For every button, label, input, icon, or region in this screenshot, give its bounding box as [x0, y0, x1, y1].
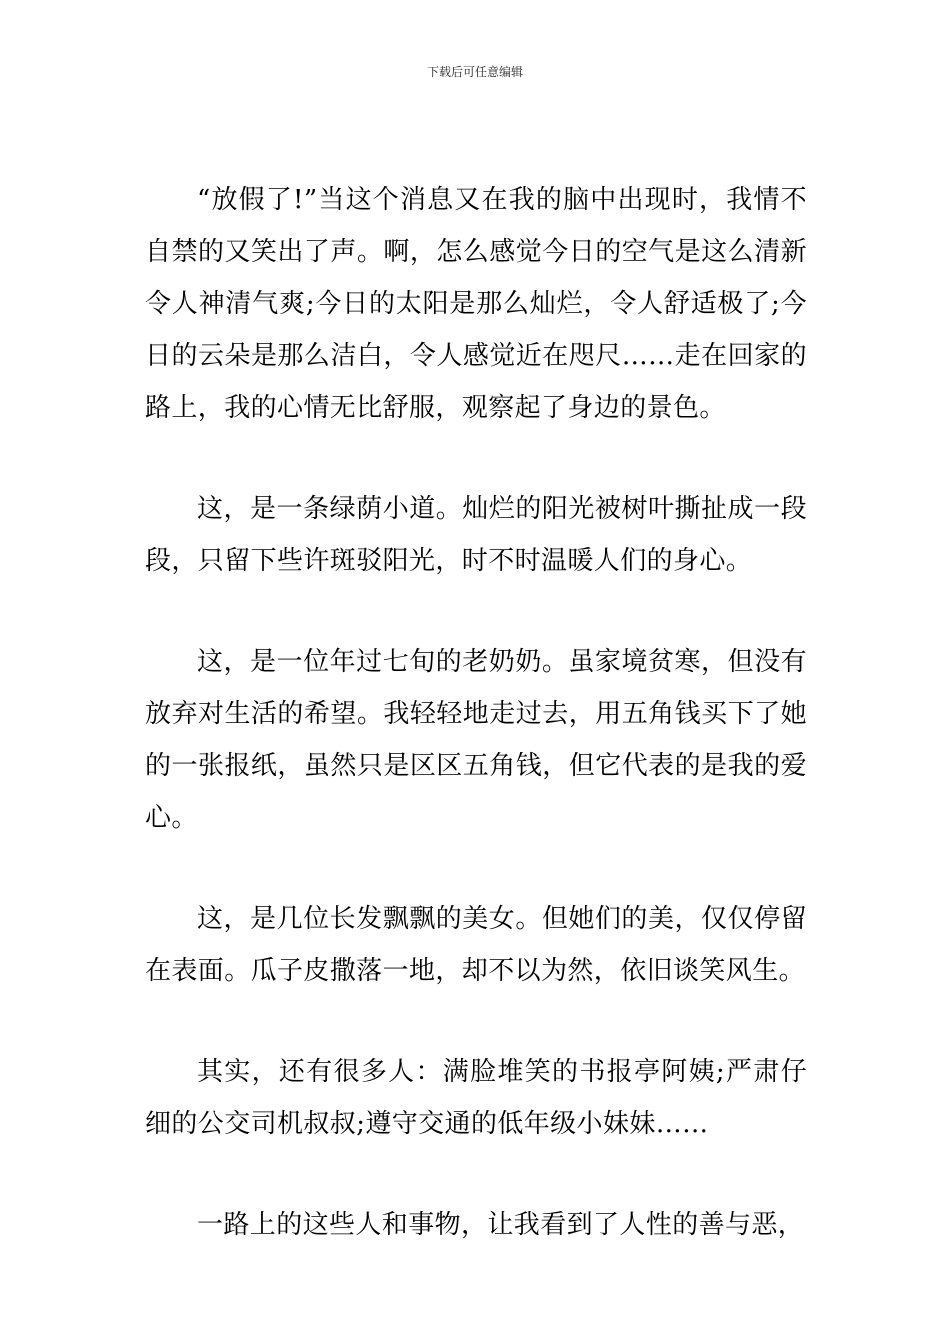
paragraph-3: 这，是一位年过七旬的老奶奶。虽家境贫寒，但没有放弃对生活的希望。我轻轻地走过去，用五角钱买下了她的一张报纸，虽然只是区区五角钱，但它代表的是我的爱心。 — [145, 647, 807, 833]
paragraph-5: 其实，还有很多人：满脸堆笑的书报亭阿姨;严肃仔细的公交司机叔叔;遵守交通的低年级小妹妹…… — [145, 1057, 807, 1139]
paragraph-1: “放假了!”当这个消息又在我的脑中出现时，我情不自禁的又笑出了声。啊，怎么感觉今日的空气是这么清新令人神清气爽;今日的太阳是那么灿烂，令人舒适极了;今日的云朵是那么洁白，令人感觉近在咫尺……走在回家的路上，我的心情无比舒服，观察起了身边的景色。 — [145, 185, 807, 423]
paragraph-2: 这，是一条绿荫小道。灿烂的阳光被树叶撕扯成一段段，只留下些许斑驳阳光，时不时温暖人们的身心。 — [145, 494, 807, 576]
document-body — [145, 174, 807, 1300]
page-header-note: 下载后可任意编辑 — [426, 65, 523, 79]
paragraph-4: 这，是几位长发飘飘的美女。但她们的美，仅仅停留在表面。瓜子皮撒落一地，却不以为然，依旧谈笑风生。 — [145, 904, 807, 986]
paragraph-6: 一路上的这些人和事物，让我看到了人性的善与恶， — [197, 1210, 805, 1240]
